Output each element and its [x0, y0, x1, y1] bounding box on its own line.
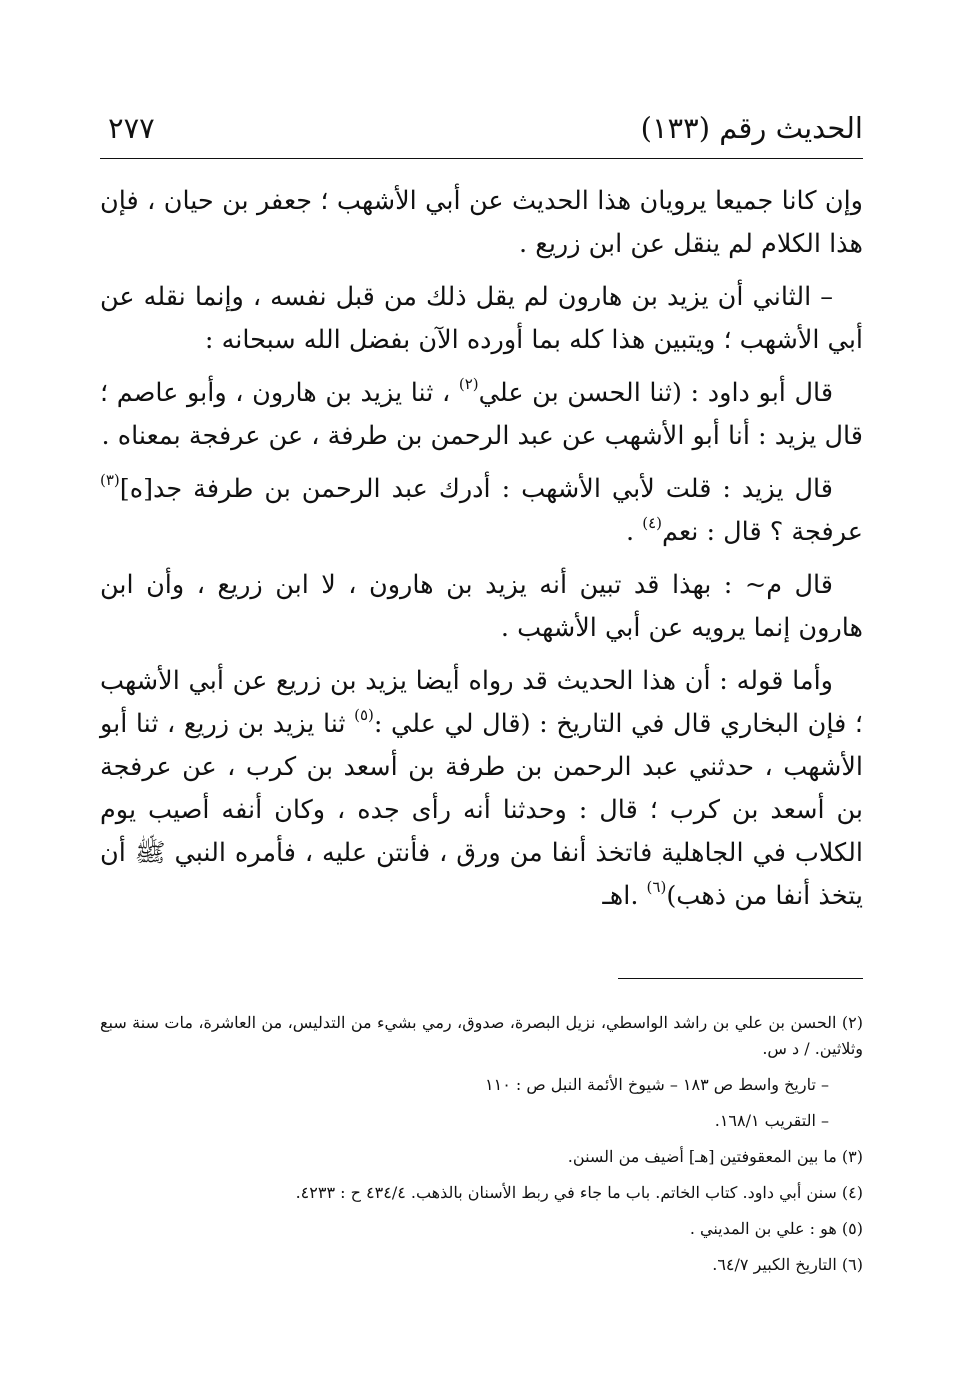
paragraph-4-text-c: .	[625, 517, 643, 547]
paragraph-6	[100, 660, 863, 918]
footnote-2-source-1: – تاريخ واسط ص ١٨٣ – شيوخ الأئمة النبل ص : ١١٠	[485, 1075, 829, 1094]
paragraph-2: – الثاني أن يزيد بن هارون لم يقل ذلك من قبل نفسه ، وإنما نقله عن أبي الأشهب ؛ ويتبين هذا كله بما أورده الآن بفضل الله سبحانه :	[100, 282, 863, 355]
paragraph-1: وإن كانا جميعا يرويان هذا الحديث عن أبي الأشهب ؛ جعفر بن حيان ، فإن هذا الكلام لم ينقل عن ابن زريع .	[100, 186, 863, 259]
footnote-3: (٣) ما بين المعقوفتين [هـ] أضيف من السنن.	[567, 1147, 863, 1166]
footnote-divider	[618, 978, 863, 979]
page-header	[100, 108, 863, 152]
footnote-5: (٥) هو : علي بن المديني .	[689, 1219, 863, 1238]
footnote-ref-3: (٣)	[100, 471, 120, 489]
page-number: ٢٧٧	[108, 111, 155, 145]
paragraph-3	[100, 372, 863, 458]
footnote-ref-6: (٦)	[646, 878, 667, 896]
paragraph-4	[100, 468, 863, 554]
paragraph-4-text-b: عرفجة ؟ قال : نعم	[661, 517, 863, 547]
footnotes	[100, 1010, 863, 1288]
footnote-2-source-2: – التقريب ١٦٨/١.	[714, 1111, 829, 1130]
footnote-6: (٦) التاريخ الكبير ٦٤/٧.	[712, 1255, 863, 1274]
footnote-ref-5: (٥)	[354, 706, 374, 724]
paragraph-3-text-a: قال أبو داود : (ثنا الحسن بن علي	[478, 378, 834, 408]
header-divider	[100, 158, 863, 159]
footnote-ref-2: (٢)	[458, 375, 479, 393]
paragraph-3-text-b: ، ثنا يزيد بن هارون ، وأبو عاصم ؛ قال يزيد : أنا أبو الأشهب عن عبد الرحمن بن طرفة ، عن عرفجة بمعناه .	[100, 378, 863, 451]
running-title: الحديث رقم (١٣٣)	[640, 111, 863, 145]
paragraph-6-text-c: .اهـ	[602, 881, 647, 911]
paragraph-6-text-b: ثنا يزيد بن زريع ، ثنا أبو الأشهب ، حدثني عبد الرحمن بن طرفة بن أسعد بن كرب ، عن عرفجة بن أسعد بن كرب ؛ قال : وحدثنا أنه رأى جده ، وكان أنفه أصيب يوم الكلاب في الجاهلية فاتخذ أنفا من ورق ، فأنتن عليه ، فأمره النبي ﷺ أن يتخذ أنفا من ذهب)	[100, 709, 863, 911]
paragraph-5: قال م~ : بهذا قد تبين أنه يزيد بن هارون ، لا ابن زريع ، وأن ابن هارون إنما يرويه عن أبي الأشهب .	[100, 570, 863, 643]
footnote-4: (٤) سنن أبي داود. كتاب الخاتم. باب ما جاء في ربط الأسنان بالذهب. ٤٣٤/٤ ح : ٤٢٣٣.	[295, 1183, 863, 1202]
paragraph-6-text-a: وأما قوله : أن هذا الحديث قد رواه أيضا يزيد بن زريع عن أبي الأشهب ؛ فإن البخاري قال في التاريخ : (قال لي علي :	[100, 666, 863, 739]
paragraph-4-text-a: قال يزيد : قلت لأبي الأشهب : أدرك عبد الرحمن بن طرفة جد[ه]	[119, 474, 833, 504]
footnote-2: (٢) الحسن بن علي بن راشد الواسطي، نزيل البصرة، صدوق، رمي بشيء من التدليس، من العاشرة، مات سنة سبع وثلاثين. / د س.	[100, 1013, 863, 1058]
footnote-ref-4: (٤)	[642, 514, 662, 532]
main-text	[100, 180, 863, 928]
